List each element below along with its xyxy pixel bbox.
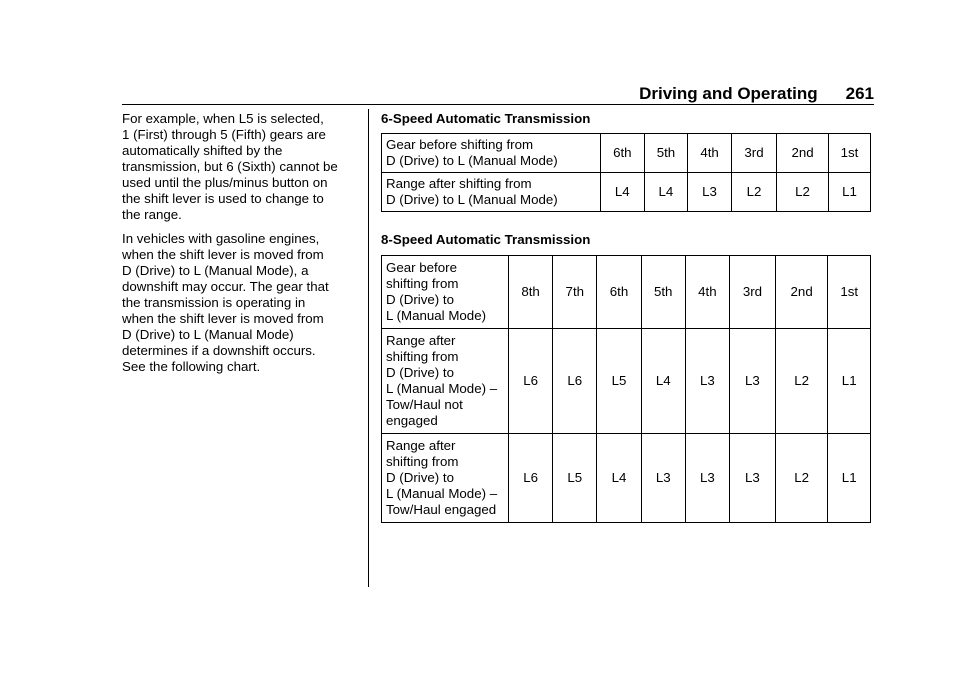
table-row (382, 329, 871, 434)
right-column (381, 111, 873, 523)
text-line: when the shift lever is moved from (122, 311, 324, 326)
label-line: D (Drive) to L (Manual Mode) (386, 192, 558, 207)
range-cell: L4 (644, 173, 688, 212)
text-line: D (Drive) to L (Manual Mode) (122, 327, 294, 342)
gear-cell: 7th (553, 256, 597, 329)
text-line: transmission, but 6 (Sixth) cannot be (122, 159, 338, 174)
text-line: the shift lever is used to change to (122, 191, 324, 206)
text-line: For example, when L5 is selected, (122, 111, 324, 126)
label-line: Range after (386, 438, 456, 453)
range-cell: L3 (685, 434, 729, 523)
gear-cell: 4th (688, 134, 732, 173)
range-cell: L6 (553, 329, 597, 434)
row-label (382, 329, 509, 434)
text-line: In vehicles with gasoline engines, (122, 231, 320, 246)
paragraph-example (122, 111, 362, 223)
text-line: See the following chart. (122, 359, 261, 374)
text-line: used until the plus/minus button on (122, 175, 328, 190)
range-cell: L6 (509, 329, 553, 434)
range-cell: L3 (730, 434, 776, 523)
label-line: D (Drive) to (386, 365, 454, 380)
gear-cell: 1st (828, 256, 871, 329)
range-cell: L2 (775, 434, 828, 523)
gear-cell: 2nd (775, 256, 828, 329)
range-cell: L5 (597, 329, 641, 434)
label-line: engaged (386, 413, 438, 428)
six-speed-title: 6-Speed Automatic Transmission (381, 111, 591, 126)
gear-cell: 3rd (730, 256, 776, 329)
gear-cell: 5th (644, 134, 688, 173)
gear-cell: 6th (601, 134, 645, 173)
range-cell: L3 (730, 329, 776, 434)
range-cell: L2 (777, 173, 829, 212)
row-label (382, 173, 601, 212)
text-line: automatically shifted by the (122, 143, 283, 158)
label-line: D (Drive) to (386, 470, 454, 485)
label-line: Gear before (386, 260, 457, 275)
eight-speed-table (381, 255, 871, 523)
range-cell: L4 (597, 434, 641, 523)
text-line: the transmission is operating in (122, 295, 306, 310)
range-cell: L1 (828, 329, 871, 434)
table-row (382, 434, 871, 523)
range-cell: L2 (731, 173, 776, 212)
label-line: L (Manual Mode) – (386, 381, 498, 396)
table-row (382, 173, 871, 212)
label-line: D (Drive) to L (Manual Mode) (386, 153, 558, 168)
paragraph-gasoline (122, 231, 362, 375)
gear-cell: 8th (509, 256, 553, 329)
page-header (0, 84, 874, 104)
gear-cell: 3rd (731, 134, 776, 173)
row-label (382, 434, 509, 523)
text-line: determines if a downshift occurs. (122, 343, 316, 358)
gear-cell: 5th (641, 256, 685, 329)
text-line: downshift may occur. The gear that (122, 279, 329, 294)
section-title: Driving and Operating (639, 84, 818, 103)
table-row (382, 256, 871, 329)
range-cell: L3 (641, 434, 685, 523)
text-line: 1 (First) through 5 (Fifth) gears are (122, 127, 326, 142)
range-cell: L3 (685, 329, 729, 434)
text-line: the range. (122, 207, 182, 222)
gear-cell: 1st (828, 134, 870, 173)
label-line: Gear before shifting from (386, 137, 534, 152)
label-line: L (Manual Mode) (386, 308, 487, 323)
label-line: D (Drive) to (386, 292, 454, 307)
label-line: shifting from (386, 276, 459, 291)
eight-speed-title: 8-Speed Automatic Transmission (381, 232, 591, 247)
six-speed-table (381, 133, 871, 212)
table-row (382, 134, 871, 173)
text-line: when the shift lever is moved from (122, 247, 324, 262)
label-line: shifting from (386, 349, 459, 364)
range-cell: L6 (509, 434, 553, 523)
row-label (382, 256, 509, 329)
label-line: shifting from (386, 454, 459, 469)
range-cell: L5 (553, 434, 597, 523)
label-line: L (Manual Mode) – (386, 486, 498, 501)
range-cell: L1 (828, 173, 870, 212)
range-cell: L3 (688, 173, 732, 212)
row-label (382, 134, 601, 173)
label-line: Tow/Haul not (386, 397, 463, 412)
gear-cell: 4th (685, 256, 729, 329)
column-divider (368, 109, 369, 587)
left-column (122, 111, 362, 383)
label-line: Range after shifting from (386, 176, 532, 191)
label-line: Tow/Haul engaged (386, 502, 497, 517)
label-line: Range after (386, 333, 456, 348)
header-rule (122, 104, 874, 105)
range-cell: L4 (641, 329, 685, 434)
text-line: D (Drive) to L (Manual Mode), a (122, 263, 309, 278)
range-cell: L4 (601, 173, 645, 212)
range-cell: L1 (828, 434, 871, 523)
page-number: 261 (845, 84, 874, 103)
range-cell: L2 (775, 329, 828, 434)
gear-cell: 6th (597, 256, 641, 329)
gear-cell: 2nd (777, 134, 829, 173)
